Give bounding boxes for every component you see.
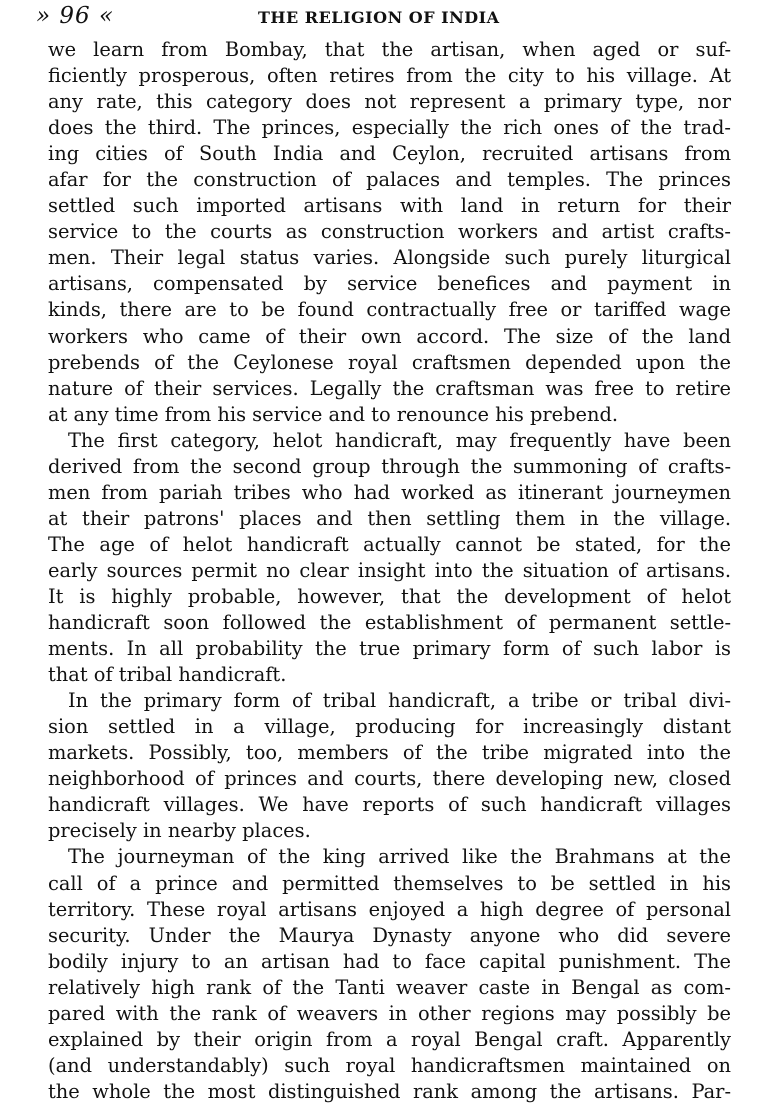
text-line: bodily injury to an artisan had to face capital punishment. The <box>48 949 731 973</box>
text-line: In the primary form of tribal handicraft, a tribe or tribal divi- <box>68 689 731 713</box>
text-line: (and understandably) such royal handicraftsmen maintained on <box>48 1053 731 1077</box>
text-line: The journeyman of the king arrived like the Brahmans at the <box>68 845 731 869</box>
text-line: markets. Possibly, too, members of the tribe migrated into the <box>48 741 731 765</box>
text-line: early sources permit no clear insight into the situation of artisans. <box>48 558 731 582</box>
text-line: at their patrons' places and then settling them in the village. <box>48 506 731 530</box>
text-line: the whole the most distinguished rank among the artisans. Par- <box>48 1079 731 1103</box>
text-line: sion settled in a village, producing for increasingly distant <box>48 715 731 739</box>
text-line: handicraft soon followed the establishment of permanent settle- <box>48 611 731 635</box>
text-line: men. Their legal status varies. Alongside such purely liturgical <box>48 246 731 270</box>
text-line: precisely in nearby places. <box>48 819 311 843</box>
body-text <box>48 37 731 1105</box>
text-line: prebends of the Ceylonese royal craftsmen depended upon the <box>48 350 731 374</box>
text-line: neighborhood of princes and courts, there developing new, closed <box>48 767 731 791</box>
text-line: territory. These royal artisans enjoyed a high degree of personal <box>48 897 731 921</box>
text-line: The age of helot handicraft actually cannot be stated, for the <box>48 532 731 556</box>
text-line: men from pariah tribes who had worked as itinerant journeymen <box>48 480 731 504</box>
text-line: does the third. The princes, especially the rich ones of the trad- <box>48 116 731 140</box>
text-line: handicraft villages. We have reports of such handicraft villages <box>48 793 731 817</box>
text-line: service to the courts as construction workers and artist crafts- <box>48 220 731 244</box>
text-line: ing cities of South India and Ceylon, recruited artisans from <box>48 142 731 166</box>
text-line: ficiently prosperous, often retires from the city to his village. At <box>48 64 731 88</box>
running-title: THE RELIGION OF INDIA <box>258 8 500 27</box>
page-number: » 96 « <box>36 3 115 29</box>
text-line: nature of their services. Legally the craftsman was free to retire <box>48 376 731 400</box>
text-line: relatively high rank of the Tanti weaver caste in Bengal as com- <box>48 975 731 999</box>
text-line: derived from the second group through the summoning of crafts- <box>48 454 731 478</box>
text-line: ments. In all probability the true primary form of such labor is <box>48 637 731 661</box>
text-line: workers who came of their own accord. The size of the land <box>48 324 731 348</box>
text-line: that of tribal handicraft. <box>48 663 287 687</box>
page-header <box>0 0 780 34</box>
text-line: The first category, helot handicraft, may frequently have been <box>68 428 731 452</box>
text-line: settled such imported artisans with land in return for their <box>48 194 731 218</box>
text-line: call of a prince and permitted themselves to be settled in his <box>48 871 731 895</box>
text-line: It is highly probable, however, that the development of helot <box>48 584 731 608</box>
text-line: afar for the construction of palaces and temples. The princes <box>48 168 731 192</box>
text-line: pared with the rank of weavers in other regions may possibly be <box>48 1001 731 1025</box>
text-line: explained by their origin from a royal Bengal craft. Apparently <box>48 1027 731 1051</box>
text-line: kinds, there are to be found contractually free or tariffed wage <box>48 298 731 322</box>
text-line: at any time from his service and to renounce his prebend. <box>48 402 619 426</box>
text-line: any rate, this category does not represent a primary type, nor <box>48 90 731 114</box>
text-line: artisans, compensated by service benefices and payment in <box>48 272 731 296</box>
text-line: we learn from Bombay, that the artisan, when aged or suf- <box>48 38 731 61</box>
text-line: security. Under the Maurya Dynasty anyone who did severe <box>48 923 731 947</box>
